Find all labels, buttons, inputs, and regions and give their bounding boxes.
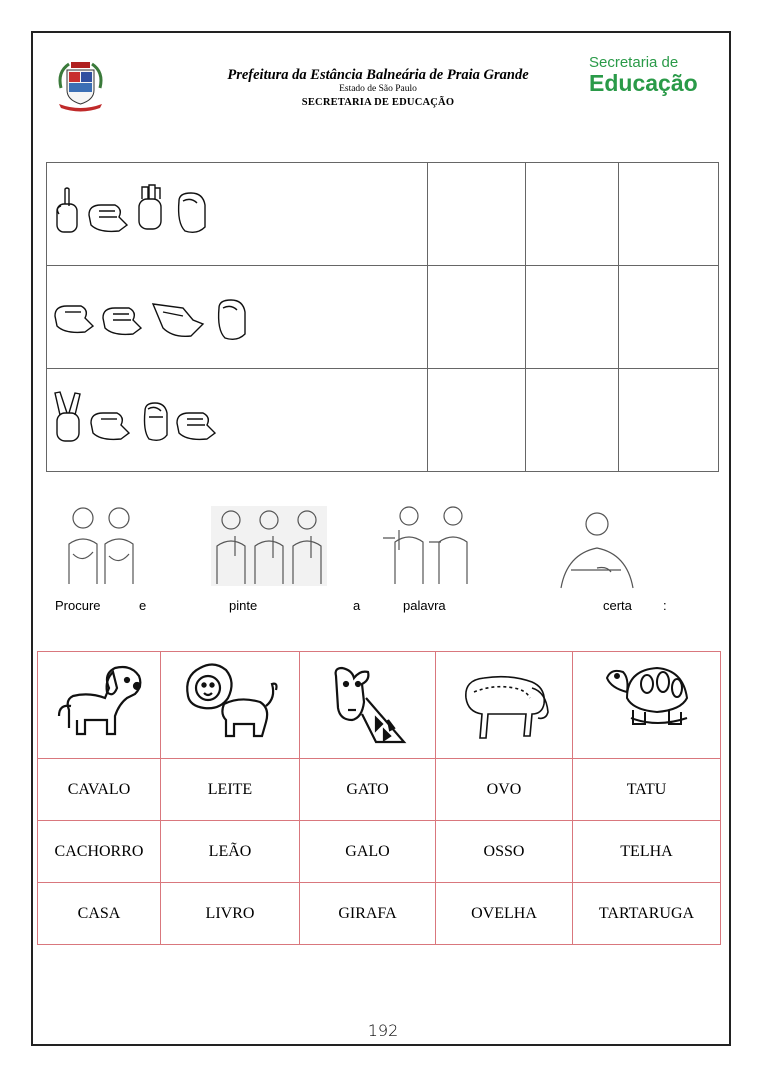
animal-words-table [37,651,721,945]
animal-cell [161,652,300,759]
word-cell[interactable]: LEITE [161,759,300,821]
header-secretaria: SECRETARIA DE EDUCAÇÃO [301,97,455,108]
instruction-word: : [663,598,667,613]
word-cell[interactable]: CASA [38,883,161,945]
answer-cell[interactable] [526,163,619,266]
turtle-icon [597,658,697,748]
word-cell[interactable]: TELHA [573,821,721,883]
answer-cell[interactable] [526,369,619,472]
animal-pictures-row [38,652,721,759]
fingerspell-hand-icon [153,304,203,336]
secretaria-logo [589,55,698,95]
hand-signs-row3 [47,369,427,466]
fingerspell-hand-icon [179,193,205,232]
header-subtitle: Estado de São Paulo [339,84,417,94]
instruction-word: certa [603,598,632,613]
fingerspell-hand-icon [219,300,245,339]
answer-cell[interactable] [428,163,526,266]
person-signing-icon [211,506,327,586]
page-number: 192 [367,1021,399,1040]
lion-icon [180,658,280,748]
animal-cell [436,652,573,759]
giraffe-icon [318,658,418,748]
answer-cell[interactable] [619,163,719,266]
instruction-word: Procure [55,598,101,613]
fingerspell-hand-icon [89,205,127,231]
instruction-word: pinte [229,598,258,613]
answer-cell[interactable] [428,266,526,369]
sign-instruction-figures [33,498,733,593]
sign-row [47,266,719,369]
instruction-word: a [353,598,361,613]
sheep-icon [454,658,554,748]
word-cell[interactable]: OSSO [436,821,573,883]
animal-cell [573,652,721,759]
fingerspell-hand-icon [177,413,215,439]
instruction-word: palavra [403,598,446,613]
sign-cell [47,266,428,369]
sign-row [47,369,719,472]
answer-cell[interactable] [619,266,719,369]
fingerspell-hand-icon [145,403,168,440]
word-cell[interactable]: GIRAFA [300,883,436,945]
word-cell[interactable]: TARTARUGA [573,883,721,945]
person-signing-icon [561,513,633,588]
word-cell[interactable]: OVO [436,759,573,821]
brand-line2: Educação [589,70,698,96]
header-title: Prefeitura da Estância Balneária de Praia Grande [227,67,529,83]
word-cell[interactable]: GATO [300,759,436,821]
word-cell[interactable]: LIVRO [161,883,300,945]
word-cell[interactable]: GALO [300,821,436,883]
fingerspell-hand-icon [55,306,93,332]
person-signing-icon [69,508,133,584]
word-cell[interactable]: CAVALO [38,759,161,821]
fingerspell-hand-icon [139,185,161,229]
hand-signs-row1 [47,163,427,260]
document-header [193,66,563,110]
page-frame [31,31,731,1046]
hand-signs-row2 [47,266,427,363]
word-cell[interactable]: TATU [573,759,721,821]
brand-line1: Secretaria de [589,54,679,71]
words-row [38,821,721,883]
dog-icon [49,658,149,748]
fingerspell-hand-icon [57,188,77,232]
fingerspell-hand-icon [55,392,80,441]
words-row [38,759,721,821]
word-cell[interactable]: CACHORRO [38,821,161,883]
city-seal-icon [53,58,108,113]
answer-cell[interactable] [526,266,619,369]
sign-cell [47,163,428,266]
word-cell[interactable]: LEÃO [161,821,300,883]
person-signing-icon [383,507,467,584]
words-row [38,883,721,945]
sign-row [47,163,719,266]
word-cell[interactable]: OVELHA [436,883,573,945]
fingerspelling-table [46,162,719,472]
answer-cell[interactable] [428,369,526,472]
answer-cell[interactable] [619,369,719,472]
animal-cell [38,652,161,759]
fingerspell-hand-icon [91,413,129,439]
animal-cell [300,652,436,759]
instruction-word: e [139,598,147,613]
fingerspell-hand-icon [103,308,141,334]
sign-cell [47,369,428,472]
